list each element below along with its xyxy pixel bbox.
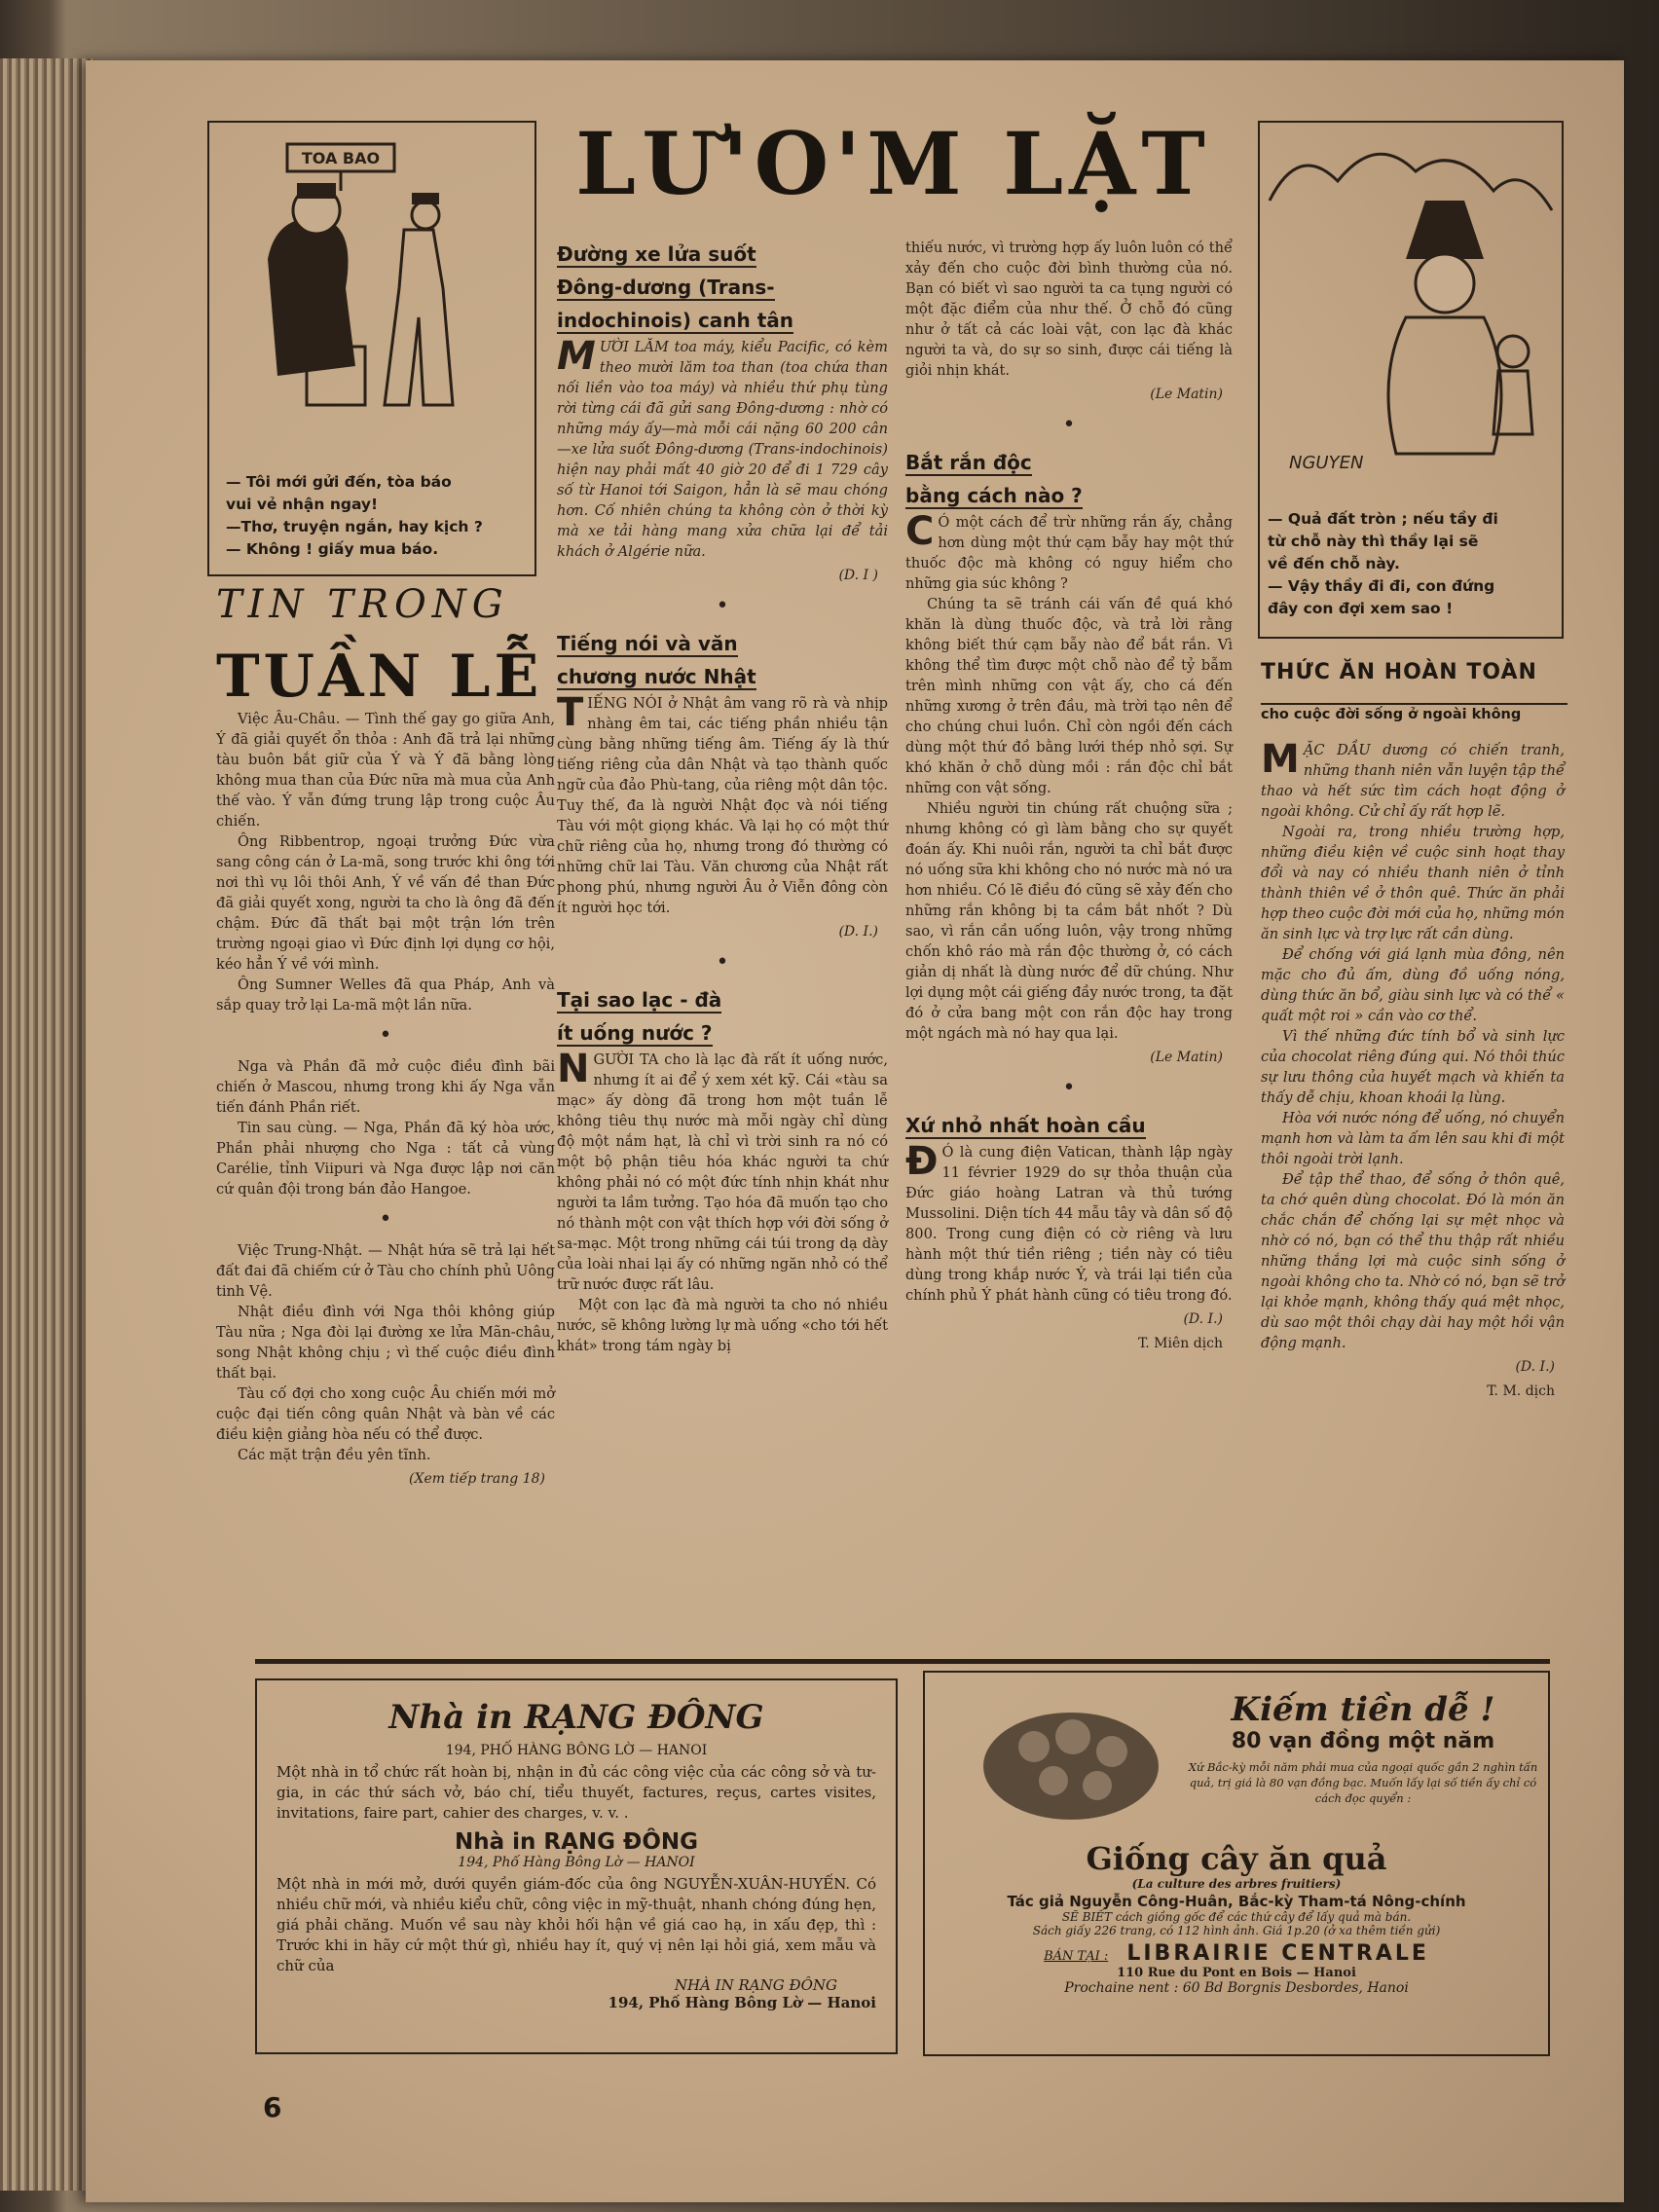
paragraph: Tin sau cùng. — Nga, Phần đã ký hòa ước, Phần phải nhượng cho Nga : tất cả vùng Carélie, tỉnh Viipuri và Nga được lập nơi căn cứ quân đội trong bán đảo Hangoe. <box>216 1120 555 1198</box>
ad-body: Một nhà in mới mở, dưới quyền giám-đốc của ông NGUYỄN-XUÂN-HUYẾN. Có nhiều chữ mới, và nhiều kiểu chữ, công việc in mỹ-thuật, nhanh chóng đúng hẹn, giá phải chăng. Muốn về sau này khỏi hối hận về giá cao hạ, in xấu đẹp, thì : Trước khi in hãy cứ một thứ gì, nhiều hay ít, quý vị nên lại hỏi giá, xem mẫu và chữ của <box>276 1875 876 1974</box>
paragraph: Việc Âu-Châu. — Tình thế gay go giữa Anh, Ý đã giải quyết ổn thỏa : Anh đã trả lại những tàu buôn bắt giữ của Ý và Ý đã bằng lòng không mua than của Đức nữa mà mua của Anh thế vào. Ý vẫn đứng trung lập trong cuộc Âu chiến. <box>216 711 555 830</box>
cartoon-left-illustration <box>209 123 535 444</box>
store-next-address: Prochaine nent : 60 Bd Borgnis Desbordes, Hanoi <box>1064 1980 1409 1996</box>
article-heading-food: THỨC ĂN HOÀN TOÀN <box>1261 660 1537 684</box>
caption-line: — Tôi mới gửi đến, tòa báo <box>226 473 452 491</box>
article-heading-snakes: Bắt rắn độc bằng cách nào ? <box>905 451 1083 507</box>
paragraph: Hòa với nước nóng để uống, nó chuyển mạnh hơn và làm ta ấm lên sau khi đi một thôi ngoài trời lạnh. <box>1261 1110 1565 1167</box>
article-subheading-food: cho cuộc đời sống ở ngoài không <box>1261 703 1567 722</box>
article-body-camel-cont: thiếu nước, vì trường hợp ấy luôn luôn có thể xảy đến cho cuộc đời bình thường của nó. Bạn có biết vì sao người ta ca tụng người có một đặc điểm của như thế. Ở chỗ đó cũng như ở tất cả các loài vật, con lạc đà khác người ta và, do sự so sinh, được cái tiếng là giỏi nhịn khát. <box>905 240 1233 379</box>
separator-dot: • <box>1062 1076 1076 1100</box>
ad-fruit-content <box>944 1840 1529 1996</box>
translator-credit: T. Miên dịch <box>1137 1336 1223 1351</box>
paragraph: Để tập thể thao, để sống ở thôn quê, ta chớ quên dùng chocolat. Đó là món ăn chắc chắn để chống lại sự mệt nhọc và nhờ có nó, bạn có thể thu thập rất nhiều những thắng lợi mà cuộc sinh sống ở ngoài không cho ta. Nhờ có nó, bạn sẽ trở lại khỏe mạnh, không thấy quá mệt nhọc, dù sao một thôi chạy dài hay một hồi vận động mạnh. <box>1261 1171 1565 1351</box>
store-name: LIBRAIRIE CENTRALE <box>1126 1941 1429 1966</box>
book-french-title: (La culture des arbres fruitiers) <box>1131 1877 1342 1891</box>
ad-title: Kiếm tiền dễ ! <box>1231 1690 1495 1729</box>
article-body-snakes: C Ó một cách để trừ những rắn ấy, chẳng hơn dùng một thứ cạm bẫy hay một thứ thuốc độc mà không có nguy hiểm cho những gia súc không ? <box>905 509 1233 592</box>
ad-address: 194, PHỐ HÀNG BÔNG LỜ — HANOI <box>445 1743 708 1758</box>
ad-title: Nhà in RẠNG ĐÔNG <box>388 1698 764 1737</box>
article-heading-camel: Tại sao lạc - đà ít uống nước ? <box>557 988 722 1045</box>
ad-address: 194, Phố Hàng Bông Lờ — HANOI <box>458 1855 695 1870</box>
source-credit: (D. I.) <box>1183 1311 1223 1327</box>
article-heading-vatican: Xứ nhỏ nhất hoàn cầu <box>905 1114 1146 1137</box>
paragraph: Nhật điều đình với Nga thôi không giúp Tàu nữa ; Nga đòi lại đường xe lửa Mãn-châu, song Nhật không chịu ; vì thế cuộc điều đình thất bại. <box>216 1304 555 1382</box>
fruit-basket-illustration <box>976 1698 1166 1825</box>
paragraph: Ông Ribbentrop, ngoại trưởng Đức vừa sang công cán ở La-mã, song trước khi ông tới nơi thì vụ lôi thôi Anh, Ý về vấn đề than Đức đã giải quyết xong, người ta cho là ông đã đến chậm. Đức đã thất bại một trận lớn trên trường ngoại giao vì Đức định lợi dụng cơ hội, kéo hẳn Ý về với mình. <box>216 833 555 973</box>
paragraph: Tàu cố đợi cho xong cuộc Âu chiến mới mở cuộc đại tiến công quân Nhật và bàn về các điều kiện giảng hòa nếu có thể được. <box>216 1385 555 1443</box>
source-credit: (D. I ) <box>838 568 878 583</box>
article-body-vatican: Đ Ó là cung điện Vatican, thành lập ngày 11 février 1929 do sự thỏa thuận của Đức giáo hoàng Latran và thủ tướng Mussolini. Diện tích 44 mẫu tây và dân số độ 800. Trong cung điện có cờ riêng và lưu hành một thứ tiền riêng ; tiền này có tiêu dùng trong khắp nước Ý, và trái lại tiền của chính phủ Ý phát hành cũng có tiêu trong đó. <box>905 1139 1233 1304</box>
paragraph: Việc Trung-Nhật. — Nhật hứa sẽ trả lại hết đất đai đã chiếm cứ ở Tàu cho chính phủ Uông tinh Vệ. <box>216 1242 555 1300</box>
page-number: 6 <box>263 2091 282 2123</box>
caption-line: —Thơ, truyện ngắn, hay kịch ? <box>226 518 483 535</box>
cartoon-right-caption <box>1268 508 1560 620</box>
caption-line: — Không ! giấy mua báo. <box>226 540 439 558</box>
article-body-japanese: TIẾNG NÓI ở Nhật âm vang rõ rà và nhịp nhàng êm tai, các tiếng phần nhiều tận cùng bằng những tiếng âm. Tiếng ấy là thứ tiếng riêng của dân Nhật và tạo thành quốc ngữ của đảo Phù-tang, của riêng một dân tộc. Tuy thế, đa là người Nhật đọc và nói tiếng Tàu với một giọng khác. Và lại họ có một thứ chữ riêng của họ, nhưng trong đó thường có những chữ lai Tàu. Văn chương của Nhật rất phong phú, nhưng người Âu ở Viễn đông còn ít người học tới. <box>557 690 888 916</box>
tin-trong-heading: TIN TRONG <box>216 582 509 627</box>
column-news-week <box>216 709 555 1490</box>
paragraph: Để chống với giá lạnh mùa đông, nên mặc cho đủ ấm, dùng đồ uống nóng, dùng thức ăn bổ, giàu sinh lực và có thể « quất một roi » cần vào cơ thể. <box>1261 946 1565 1024</box>
paragraph: Chúng ta sẽ tránh cái vấn đề quá khó khăn là dùng thuốc độc, và trả lời rằng không biết thứ cạm bẫy nào để bắt rắn. Vì không thể tìm được một chỗ nào để tỷ bẫm trên mình những con vật ấy, cho cá đến những xương ở trên đầu, mà trời tạo nên để cho chúng chui luồn. Chỉ còn ngồi đến cách dùng một thứ đồ bằng lưới thép nhỏ sợi. Sự khó khăn ở chỗ dùng mồi : rắn độc chỉ bắt những con vật sống. <box>905 596 1233 796</box>
paragraph: Ngoài ra, trong nhiều trường hợp, những điều kiện về cuộc sinh hoạt thay đổi và nay có nhiều thanh niên ở tỉnh thành thiên về ở thôn quê. Thức ăn phải hợp theo cuộc đời mới của họ, những món ăn sinh lực và trợ lực rất cần dùng. <box>1261 824 1565 942</box>
source-credit: (D. I.) <box>1515 1359 1555 1375</box>
paragraph: Nga và Phần đã mở cuộc điều đình bãi chiến ở Mascou, nhưng trong khi ấy Nga vẫn tiến đánh Phần riết. <box>216 1058 555 1116</box>
ad-signature: NHÀ IN RẠNG ĐÔNG <box>674 1976 837 1994</box>
separator-dot: • <box>1062 413 1076 437</box>
source-credit: (Le Matin) <box>1150 1050 1223 1065</box>
ad-subtitle: 80 vạn đồng một năm <box>1231 1729 1495 1753</box>
caption-line: — Vậy thầy đi đi, con đứng <box>1268 577 1495 595</box>
ad-small-text: Sách giấy 226 trang, có 112 hình ảnh. Giá 1p.20 (ở xa thêm tiền gửi) <box>1032 1924 1441 1937</box>
paragraph: Vì thế những đức tính bổ và sinh lực của chocolat riêng đúng qui. Nó thôi thúc sự lưu thông của huyết mạch và khiến ta thấy dễ chịu, khoan khoái lạ lùng. <box>1261 1028 1565 1106</box>
separator-dot: • <box>716 594 729 618</box>
column-three <box>905 238 1233 1354</box>
ad-fruit-header <box>1188 1690 1538 1806</box>
column-two <box>557 238 888 1356</box>
book-title: Giống cây ăn quả <box>1086 1840 1387 1877</box>
paragraph: Một con lạc đà mà người ta cho nó nhiều nước, sẽ không lường lự mà uống «cho tới hết khát» trong tám ngày bị <box>557 1297 888 1354</box>
paragraph: Các mặt trận đều yên tĩnh. <box>238 1447 431 1463</box>
article-body-camel: NGƯỜI TA cho là lạc đà rất ít uống nước, nhưng ít ai để ý xem xét kỹ. Cái «tàu sa mạc» ấy dòng đã trong hơn một tuần lễ không tiêu thụ nước mà mỗi ngày chỉ dùng độ một nắm hạt, là chỉ vì trời sinh ra nó có một bộ phận tiêu hóa khác người ta chứ không phải nó có một đức tính nhịn khát như người ta lầm tưởng. Tạo hóa đã muốn tạo cho nó thành một con vật thích hợp với đời sống ở sa-mạc. Một trong những cái túi trong dạ dày của loài nhai lại ấy có những ngăn nhỏ có thể trữ nước được rất lâu. <box>557 1047 888 1293</box>
caption-line: từ chỗ này thì thầy lại sẽ <box>1268 533 1479 550</box>
caption-line: vui vẻ nhận ngay! <box>226 496 379 513</box>
masthead-title: LƯ'O'M LẶT <box>575 113 1211 214</box>
continued-note: (Xem tiếp trang 18) <box>409 1471 545 1487</box>
article-heading-railway: Đường xe lửa suốt Đông-dương (Trans- indochinois) canh tân <box>557 242 794 332</box>
store-address: 110 Rue du Pont en Bois — Hanoi <box>1117 1966 1356 1980</box>
separator-dot: • <box>716 950 729 975</box>
ad-title-secondary: Nhà in RẠNG ĐÔNG <box>454 1829 698 1855</box>
book-author: Tác giả Nguyễn Công-Huân, Bắc-kỳ Tham-tá Nông-chính <box>1007 1893 1466 1910</box>
cartoon-sign-text: TOA BAO <box>301 149 381 167</box>
cartoon-left-caption <box>226 471 528 561</box>
ad-printing-house <box>255 1678 898 2054</box>
ad-printing-content <box>276 1698 876 2011</box>
section-divider <box>255 1659 1550 1664</box>
source-credit: (D. I.) <box>838 924 878 940</box>
ad-fruit-book <box>923 1671 1550 2056</box>
cartoon-signature: NGUYEN <box>1289 453 1364 473</box>
translator-credit: T. M. dịch <box>1487 1383 1555 1399</box>
column-food <box>1261 737 1565 1402</box>
sold-at-label: BÁN TẠI : <box>1044 1949 1109 1964</box>
ad-small-text: SẼ BIẾT cách giồng gốc để các thứ cây để lấy quả mà bán. <box>1061 1910 1412 1924</box>
tuan-le-heading: TUẦN LỄ <box>216 643 543 711</box>
source-credit: (Le Matin) <box>1150 387 1223 402</box>
ad-small-text: Xứ Bắc-kỳ mỗi năm phải mua của ngoại quốc gần 2 nghìn tấn quả, trị giá là 80 vạn đồng bạc. Muốn lấy lại số tiền ấy chỉ có cách đọc quyển : <box>1188 1760 1538 1805</box>
paragraph: Nhiều người tin chúng rất chuộng sữa ; nhưng không có gì làm bằng cho sự quyết đoán ấy. Khi nuôi rắn, người ta chỉ bắt được nó uống sữa khi không cho nó nước mà nó ưa hơn nhiều. Có lẽ điều đó cũng sẽ xảy đến cho những rắn không bị ta cầm bắt nhốt ? Dù sao, vì rắn cần uống luôn, vậy trong những chốn khô ráo mà rắn độc thường ở, có cách giản dị nhất là dùng nước để dữ chúng. Như lợi dụng một cái giếng đầy nước trong, ta đặt đó ở cửa bang một con rắn độc hay trong một ngách mà nó hay qua lại. <box>905 800 1233 1042</box>
ad-body: Một nhà in tổ chức rất hoàn bị, nhận in đủ các công việc của các công sở và tư-gia, in các thứ sách vở, báo chí, tiểu thuyết, factures, reçus, cartes visites, invitations, faire part, cahier des charges, v. v. . <box>276 1763 876 1822</box>
caption-line: — Quả đất tròn ; nếu tầy đi <box>1268 510 1498 528</box>
caption-line: về đến chỗ này. <box>1268 555 1400 572</box>
article-heading-japanese: Tiếng nói và văn chương nước Nhật <box>557 632 756 688</box>
separator-dot: • <box>379 1207 392 1232</box>
article-body-food: MẶC DẦU dương có chiến tranh, những thanh niên vẫn luyện tập thể thao và hết sức tìm cách hoạt động ở ngoài không. Cử chỉ ấy rất hợp lẽ. <box>1261 737 1565 820</box>
paragraph: Ông Sumner Welles đã qua Pháp, Anh và sắp quay trở lại La-mã một lần nữa. <box>216 977 555 1014</box>
separator-dot: • <box>379 1023 392 1048</box>
article-body-railway: MƯỜI LĂM toa máy, kiểu Pacific, có kèm theo mười lăm toa than (toa chứa than nối liền vào toa máy) và nhiều thứ phụ tùng rời từng cái đã gửi sang Đông-dương : nhờ có những máy ấy—mà mỗi cái nặng 60 200 cân—xe lửa suốt Đông-dương (Trans-indochinois) hiện nay phải mất 40 giờ 20 để đi 1 729 cây số từ Hanoi tới Saigon, hẳn là sẽ mau chóng hơn. Cố nhiên chúng ta không còn ở thời kỳ mà xe tải hàng mang xửa chữa lại để tải khách ở Algérie nữa. <box>557 334 888 560</box>
ad-signature-address: 194, Phố Hàng Bông Lờ — Hanoi <box>608 1994 876 2011</box>
cartoon-right-illustration <box>1260 123 1562 473</box>
caption-line: đây con đợi xem sao ! <box>1268 600 1454 617</box>
book-page-edges <box>0 58 92 2191</box>
